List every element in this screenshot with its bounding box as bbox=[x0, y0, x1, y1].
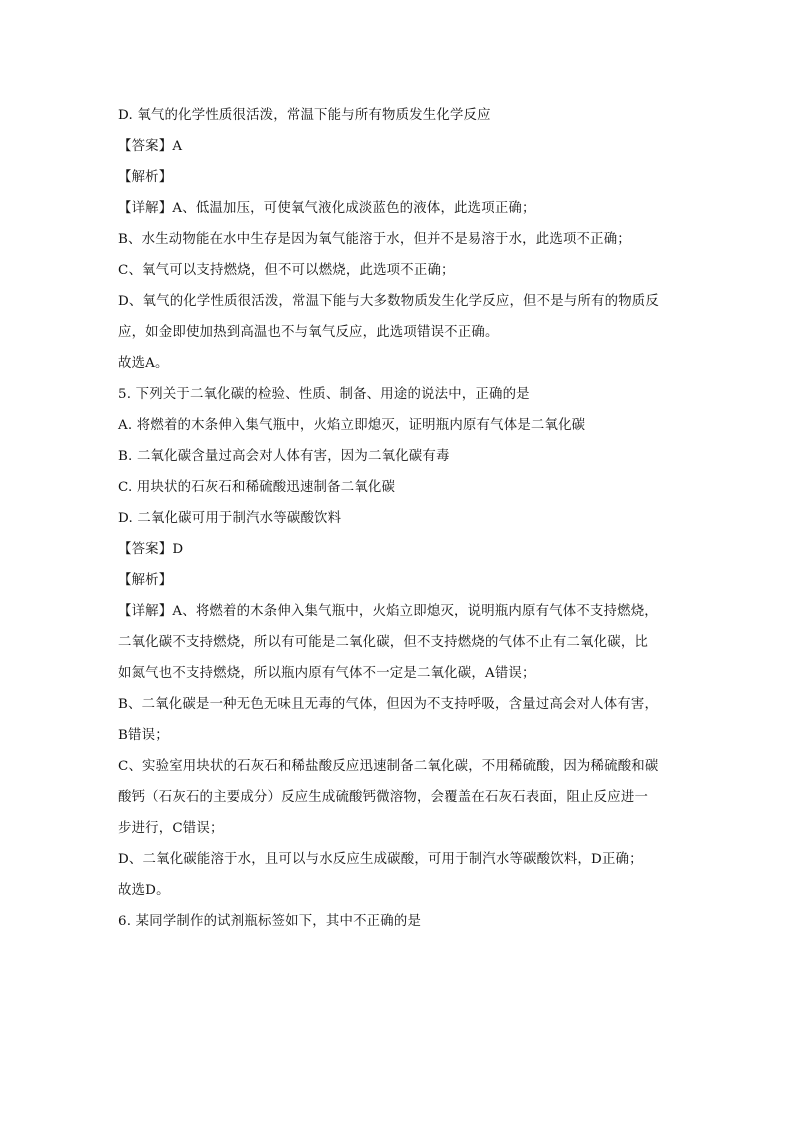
analysis-label: 【解析】 bbox=[118, 573, 173, 588]
question-5-option-c: C. 用块状的石灰石和稀硫酸迅速制备二氧化碳 bbox=[118, 480, 396, 495]
question-5-option-a: A. 将燃着的木条伸入集气瓶中，火焰立即熄灭，证明瓶内原有气体是二氧化碳 bbox=[118, 418, 586, 433]
explanation-line: 二氧化碳不支持燃烧，所以有可能是二氧化碳，但不支持燃烧的气体不止有二氧化碳，比 bbox=[118, 635, 649, 650]
conclusion-line: 故选D。 bbox=[118, 883, 170, 898]
answer-label: 【答案】A bbox=[118, 139, 183, 154]
conclusion-line: 故选A。 bbox=[118, 356, 169, 371]
question-5-option-b: B. 二氧化碳含量过高会对人体有害，因为二氧化碳有毒 bbox=[118, 449, 450, 464]
explanation-line: 【详解】A、低温加压，可使氧气液化成淡蓝色的液体，此选项正确； bbox=[118, 201, 536, 216]
explanation-line: D、氧气的化学性质很活泼，常温下能与大多数物质发生化学反应，但不是与所有的物质反 bbox=[118, 294, 659, 309]
analysis-label: 【解析】 bbox=[118, 170, 173, 185]
explanation-line: B、二氧化碳是一种无色无味且无毒的气体，但因为不支持呼吸，含量过高会对人体有害， bbox=[118, 697, 659, 712]
explanation-line: 酸钙（石灰石的主要成分）反应生成硫酸钙微溶物，会覆盖在石灰石表面，阻止反应进一 bbox=[118, 790, 649, 805]
explanation-line: 步进行，C错误； bbox=[118, 821, 224, 836]
explanation-line: D、二氧化碳能溶于水，且可以与水反应生成碳酸，可用于制汽水等碳酸饮料，D正确； bbox=[118, 852, 643, 867]
explanation-line: B、水生动物能在水中生存是因为氧气能溶于水，但并不是易溶于水，此选项不正确； bbox=[118, 232, 631, 247]
explanation-line: 如氮气也不支持燃烧，所以瓶内原有气体不一定是二氧化碳，A错误； bbox=[118, 666, 536, 681]
question-6-stem: 6. 某同学制作的试剂瓶标签如下，其中不正确的是 bbox=[118, 914, 422, 929]
explanation-line: C、实验室用块状的石灰石和稀盐酸反应迅速制备二氧化碳，不用稀硫酸，因为稀硫酸和碳 bbox=[118, 759, 659, 774]
explanation-line: 【详解】A、将燃着的木条伸入集气瓶中，火焰立即熄灭，说明瓶内原有气体不支持燃烧， bbox=[118, 604, 658, 619]
explanation-line: B错误； bbox=[118, 728, 169, 743]
option-d-text: D. 氧气的化学性质很活泼，常温下能与所有物质发生化学反应 bbox=[118, 108, 491, 123]
explanation-line: 应，如金即使加热到高温也不与氧气反应，此选项错误不正确。 bbox=[118, 325, 499, 340]
question-5-stem: 5. 下列关于二氧化碳的检验、性质、制备、用途的说法中，正确的是 bbox=[118, 387, 530, 402]
explanation-line: C、氧气可以支持燃烧，但不可以燃烧，此选项不正确； bbox=[118, 263, 455, 278]
document-body bbox=[118, 100, 678, 937]
question-5-option-d: D. 二氧化碳可用于制汽水等碳酸饮料 bbox=[118, 511, 342, 526]
answer-label: 【答案】D bbox=[118, 542, 184, 557]
